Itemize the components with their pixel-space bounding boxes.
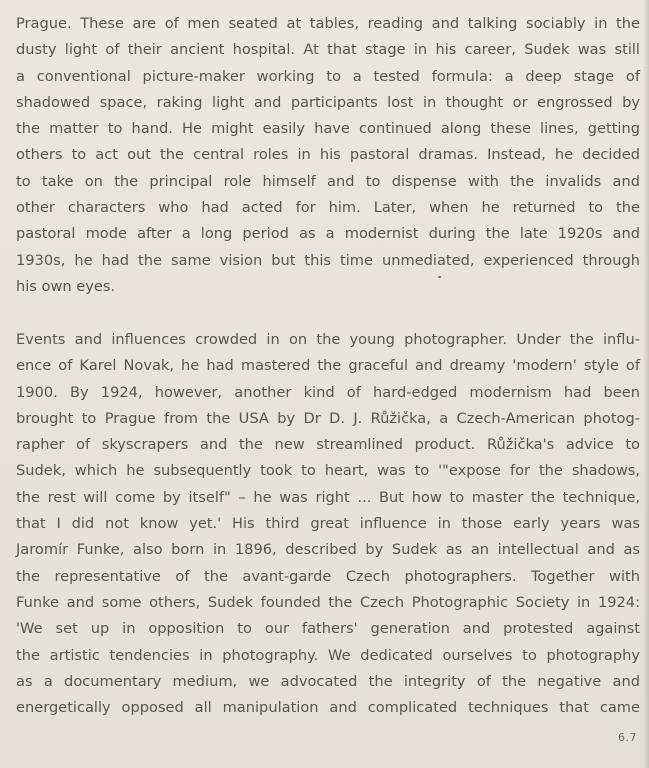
text-line: the artistic tendencies in photography. We dedicated ourselves to photography — [16, 646, 640, 664]
print-speck — [438, 276, 441, 278]
text-line: rapher of skyscrapers and the new streamlined product. Růžička's advice to — [16, 436, 640, 454]
text-line: 1900. By 1924, however, another kind of hard-edged modernism had been — [16, 383, 640, 401]
text-line: Events and influences crowded in on the young photographer. Under the influ- — [16, 331, 640, 348]
page-number: 6.7 — [618, 731, 637, 744]
text-line: Funke and some others, Sudek founded the Czech Photographic Society in 1924: — [16, 593, 640, 611]
text-line: brought to Prague from the USA by Dr D. J. Růžička, a Czech-American photog- — [16, 409, 640, 427]
text-line: others to act out the central roles in his pastoral dramas. Instead, he decided — [16, 146, 640, 164]
text-line: to take on the principal role himself and to dispense with the invalids and — [16, 172, 640, 190]
text-line: the rest will come by itself" – he was right ... But how to master the technique, — [16, 488, 640, 506]
text-line: Jaromír Funke, also born in 1896, described by Sudek as an intellectual and as — [16, 541, 640, 559]
text-line: as a documentary medium, we advocated the integrity of the negative and — [16, 672, 640, 690]
text-line: his own eyes. — [16, 277, 116, 295]
page-edge-shadow — [643, 0, 649, 768]
text-line: 'We set up in opposition to our fathers' generation and protested against — [16, 620, 640, 638]
text-line: ence of Karel Novak, he had mastered the graceful and dreamy 'modern' style of — [16, 357, 640, 375]
text-line: shadowed space, raking light and participants lost in thought or engrossed by — [16, 93, 640, 111]
text-line: the matter to hand. He might easily have continued along these lines, getting — [16, 120, 640, 138]
text-line: 1930s, he had the same vision but this time unmediated, experienced through — [16, 251, 640, 269]
text-line: the representative of the avant-garde Czech photographers. Together with — [16, 567, 640, 585]
text-line: other characters who had acted for him. Later, when he returned to the — [16, 199, 640, 217]
text-line: that I did not know yet.' His third great influence in those early years was — [16, 515, 640, 533]
text-line: a conventional picture-maker working to a tested formula: a deep stage of — [16, 67, 640, 85]
text-line: Sudek, which he subsequently took to heart, was to '"expose for the shadows, — [16, 462, 640, 480]
text-line: dusty light of their ancient hospital. At that stage in his career, Sudek was still — [16, 41, 640, 59]
text-line: energetically opposed all manipulation and complicated techniques that came — [16, 699, 640, 717]
text-line: Prague. These are of men seated at tables, reading and talking sociably in the — [16, 15, 640, 32]
paragraph-1 — [16, 11, 640, 300]
text-line: pastoral mode after a long period as a modernist during the late 1920s and — [16, 225, 640, 243]
paragraph-2 — [16, 327, 640, 721]
